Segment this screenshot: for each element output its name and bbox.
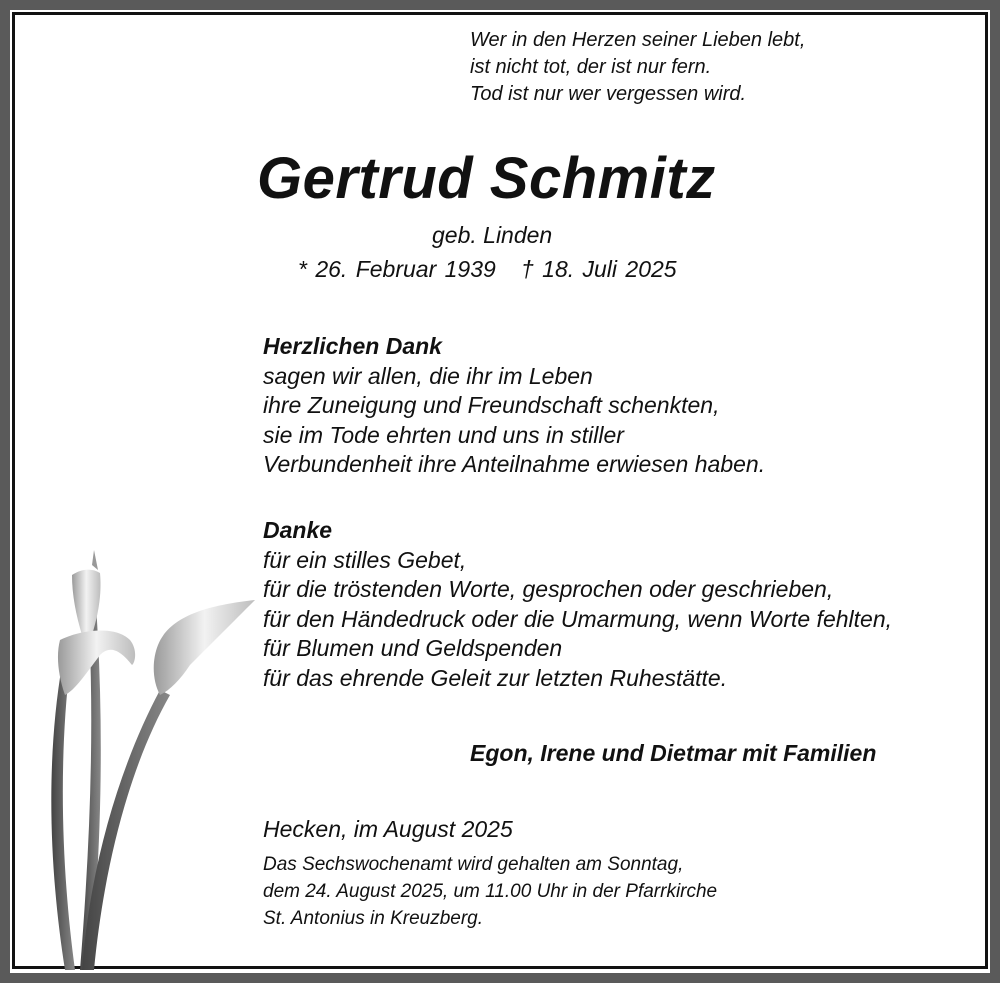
danke-line: für die tröstenden Worte, gesprochen oder geschrieben, [263, 576, 834, 602]
place-date: Hecken, im August 2025 [263, 816, 513, 842]
life-dates: * 26. Februar 1939 † 18. Juli 2025 [298, 256, 677, 282]
quote-line: Tod ist nur wer vergessen wird. [470, 83, 747, 105]
thanks-line: Verbundenheit ihre Anteilnahme erwiesen haben. [263, 451, 766, 477]
calla-lily-image [20, 545, 260, 970]
thanks-paragraph [263, 332, 765, 480]
danke-paragraph [263, 516, 892, 693]
service-notice [263, 851, 717, 932]
thanks-line: ihre Zuneigung und Freundschaft schenkten, [263, 392, 720, 418]
danke-line: für das ehrende Geleit zur letzten Ruhestätte. [263, 664, 728, 691]
danke-line: für ein stilles Gebet, [263, 546, 467, 573]
thanks-heading: Herzlichen Dank [263, 333, 442, 359]
notice-line: St. Antonius in Kreuzberg. [263, 908, 484, 929]
thanks-line: sagen wir allen, die ihr im Leben [263, 362, 593, 389]
quote-line: ist nicht tot, der ist nur fern. [470, 56, 712, 78]
danke-line: für Blumen und Geldspenden [263, 635, 563, 661]
quote-line: Wer in den Herzen seiner Lieben lebt, [470, 29, 806, 51]
notice-line: Das Sechswochenamt wird gehalten am Sonntag, [263, 854, 684, 875]
thanks-line: sie im Tode ehrten und uns in stiller [263, 421, 624, 448]
birth-name: geb. Linden [432, 222, 553, 248]
family-signature: Egon, Irene und Dietmar mit Familien [470, 740, 877, 766]
deceased-name: Gertrud Schmitz [257, 146, 716, 211]
notice-line: dem 24. August 2025, um 11.00 Uhr in der Pfarrkirche [263, 881, 718, 902]
epigraph-quote [470, 27, 805, 108]
danke-heading: Danke [263, 517, 333, 543]
danke-line: für den Händedruck oder die Umarmung, wenn Worte fehlten, [263, 605, 892, 632]
